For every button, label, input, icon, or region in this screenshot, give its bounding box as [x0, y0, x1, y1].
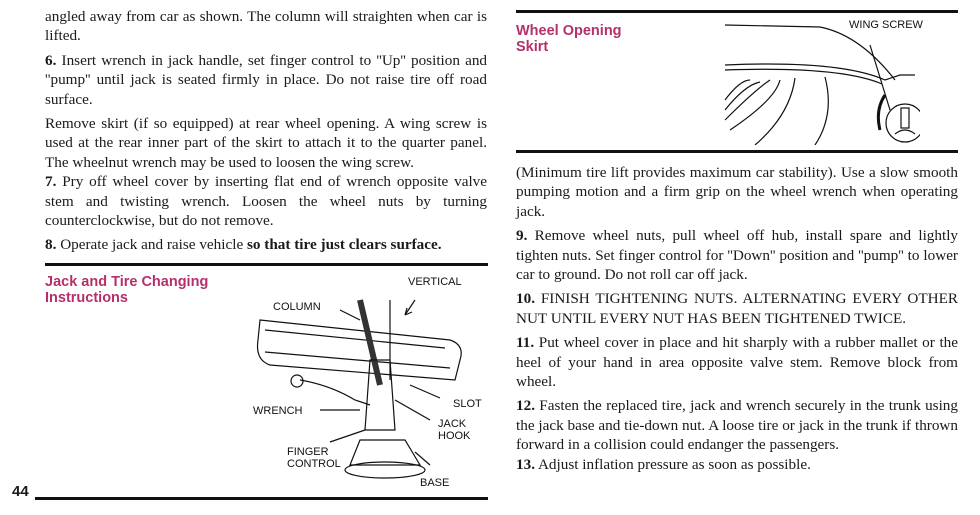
paragraph-text: angled away from car as shown. The column will straighten when car is lifted. — [45, 8, 487, 45]
step-6 — [45, 51, 487, 109]
label-base: BASE — [420, 477, 450, 489]
section-heading-jack: Jack and Tire Changing Instructions — [45, 274, 209, 306]
step-number: 10. — [516, 290, 535, 308]
step-number: 13. — [516, 455, 535, 473]
step-10 — [516, 289, 958, 328]
step-text: Insert wrench in jack handle, set finger control to ''Up'' position and ''pump'' until jack is seated firmly in place. Do not raise tire off road surface. — [45, 51, 488, 108]
step-text: Fasten the replaced tire, jack and wrench securely in the trunk using the jack base and tie-down nut. A loose tire or jack in the trunk if thrown forward in a collision could endanger the passengers. — [516, 397, 958, 454]
step-number: 7. — [45, 173, 57, 191]
left-column-text — [45, 7, 487, 260]
label-finger-control: FINGER CONTROL — [287, 446, 341, 470]
step-text: Remove wheel nuts, pull wheel off hub, install spare and lightly tighten nuts. Set finger control for ''Down'' position and ''pump'' to lower car to ground. Do not roll car off jack. — [516, 227, 959, 284]
step-13 — [516, 455, 958, 474]
label-column: COLUMN — [273, 301, 321, 313]
step-number: 8. — [45, 236, 57, 254]
top-rule — [516, 10, 958, 13]
label-slot: SLOT — [453, 398, 482, 410]
step-11 — [516, 333, 958, 391]
step-number: 11. — [516, 334, 535, 352]
paragraph — [516, 163, 958, 221]
section-divider — [516, 150, 958, 153]
step-12 — [516, 396, 958, 454]
page-number: 44 — [12, 483, 29, 500]
label-jack-hook: JACK HOOK — [438, 418, 471, 442]
paragraph — [45, 7, 487, 46]
step-number: 12. — [516, 397, 535, 415]
step-number: 9. — [516, 227, 528, 245]
right-column-text — [516, 163, 958, 479]
step-text: Put wheel cover in place and hit sharply with a rubber mallet or the heel of your hand in area opposite valve stem. Remove block from wheel. — [516, 334, 958, 391]
step-text: Operate jack and raise vehicle — [60, 236, 247, 254]
step-text: Pry off wheel cover by inserting flat end of wrench opposite valve stem and twisting wrench. Loosen the wheel nuts by turning counterclockwise, but do not remove. — [45, 173, 487, 230]
label-wrench: WRENCH — [253, 405, 303, 417]
paragraph-skirt — [45, 114, 487, 172]
label-wing-screw: WING SCREW — [849, 19, 923, 31]
step-7 — [45, 172, 487, 230]
step-text-bold: so that tire just clears surface. — [246, 236, 442, 254]
wheel-skirt-illustration — [720, 20, 920, 145]
footer-rule — [35, 497, 488, 500]
step-text: Adjust inflation pressure as soon as possible. — [537, 455, 811, 473]
paragraph-text: (Minimum tire lift provides maximum car stability). Use a slow smooth pumping motion and a firm grip on the wheel wrench when operating jack. — [516, 164, 958, 220]
section-divider — [45, 263, 488, 266]
step-text: FINISH TIGHTENING NUTS. ALTERNATING EVERY OTHER NUT UNTIL EVERY NUT HAS BEEN TIGHTENED TWICE. — [516, 290, 959, 327]
step-number: 6. — [45, 51, 57, 69]
paragraph-text: Remove skirt (if so equipped) at rear wheel opening. A wing screw is used at the rear inner part of the skirt to attach it to the quarter panel. The wheelnut wrench may be used to loosen the wing screw. — [45, 115, 487, 171]
section-heading-skirt: Wheel Opening Skirt — [516, 23, 622, 55]
step-9 — [516, 226, 958, 284]
step-8 — [45, 235, 487, 254]
label-vertical: VERTICAL — [408, 276, 462, 288]
